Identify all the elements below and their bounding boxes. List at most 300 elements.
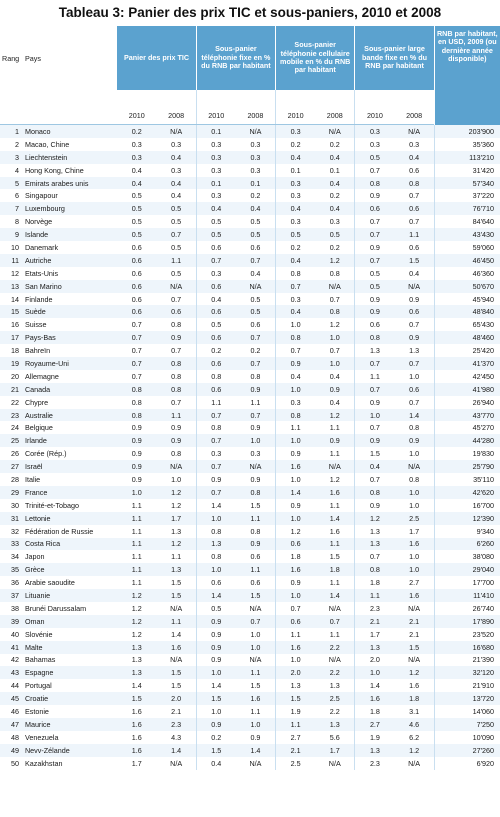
fixe-2010-cell: 0.3 [196,447,236,460]
fixe-2008-cell: 0.5 [236,228,276,241]
country-cell: Emirats arabes unis [23,177,117,190]
panier-2010-cell: 1.6 [117,744,157,757]
large-bande-2008-cell: 1.0 [395,447,435,460]
rank-cell: 2 [0,138,23,151]
rnb-cell: 35'360 [434,138,500,151]
rnb-cell: 25'420 [434,344,500,357]
mobile-2008-cell: 0.4 [315,202,355,215]
mobile-2010-cell: 0.3 [276,177,316,190]
panier-2010-cell: 1.1 [117,550,157,563]
large-bande-2008-cell: 0.6 [395,383,435,396]
fixe-2008-cell: 0.4 [236,267,276,280]
mobile-2008-cell: 2.2 [315,705,355,718]
rank-cell: 32 [0,525,23,538]
fixe-2008-cell: 0.3 [236,447,276,460]
large-bande-2010-cell: 0.9 [355,241,395,254]
country-cell: Nevv-Zélande [23,744,117,757]
table-row [0,499,500,512]
table-row [0,370,500,383]
mobile-2008-cell: 0.7 [315,344,355,357]
panier-2008-cell: 2.3 [157,718,197,731]
mobile-2010-cell: 1.0 [276,589,316,602]
fixe-2010-cell: 0.6 [196,357,236,370]
panier-2010-cell: 0.7 [117,344,157,357]
large-bande-2008-cell: N/A [395,654,435,667]
rnb-cell: 42'450 [434,370,500,383]
mobile-2010-cell: 1.0 [276,318,316,331]
large-bande-2010-cell: 1.3 [355,538,395,551]
panier-2010-cell: 1.1 [117,576,157,589]
panier-2010-cell: 1.7 [117,757,157,770]
large-bande-2010-cell: 0.8 [355,331,395,344]
fixe-2010-cell: 1.1 [196,396,236,409]
large-bande-2008-cell: 1.5 [395,254,435,267]
large-bande-2008-cell: N/A [395,280,435,293]
mobile-2010-cell: 0.5 [276,228,316,241]
large-bande-2010-cell: 1.3 [355,344,395,357]
mobile-2008-cell: 0.8 [315,267,355,280]
rnb-cell: 17'700 [434,576,500,589]
fixe-2010-cell: 0.1 [196,125,236,138]
rank-cell: 4 [0,164,23,177]
fixe-2008-cell: N/A [236,280,276,293]
fixe-2010-cell: 0.9 [196,473,236,486]
large-bande-2010-cell: 1.5 [355,447,395,460]
panier-2010-cell: 0.5 [117,215,157,228]
large-bande-2008-cell: 4.6 [395,718,435,731]
country-cell: Liechtenstein [23,151,117,164]
fixe-2010-cell: 0.6 [196,331,236,344]
panier-2008-cell: 0.7 [157,228,197,241]
rnb-cell: 203'900 [434,125,500,138]
panier-2010-cell: 1.2 [117,589,157,602]
fixe-2010-cell: 1.5 [196,692,236,705]
mobile-2010-cell: 0.6 [276,615,316,628]
rank-cell: 18 [0,344,23,357]
panier-2010-cell: 1.1 [117,525,157,538]
large-bande-2010-cell: 0.8 [355,177,395,190]
country-cell: Luxembourg [23,202,117,215]
panier-2010-cell: 0.8 [117,396,157,409]
panier-2010-cell: 0.4 [117,164,157,177]
mobile-2010-cell: 0.7 [276,602,316,615]
mobile-2008-cell: 2.5 [315,692,355,705]
rnb-cell: 23'520 [434,628,500,641]
panier-2008-cell: 0.8 [157,447,197,460]
large-bande-2008-cell: 1.1 [395,228,435,241]
large-bande-2010-cell: 0.7 [355,421,395,434]
panier-2010-cell: 0.3 [117,138,157,151]
large-bande-2010-cell: 1.3 [355,744,395,757]
country-cell: Costa Rica [23,538,117,551]
table-row [0,615,500,628]
panier-2008-cell: 1.2 [157,499,197,512]
table-row [0,357,500,370]
large-bande-2010-cell: 0.8 [355,563,395,576]
large-bande-2008-cell: 2.5 [395,512,435,525]
fixe-2010-cell: 0.8 [196,550,236,563]
mobile-2008-cell: 0.4 [315,370,355,383]
large-bande-2010-cell: 2.3 [355,602,395,615]
country-cell: Lituanie [23,589,117,602]
large-bande-2010-cell: 1.1 [355,589,395,602]
large-bande-2008-cell: 0.7 [395,396,435,409]
rnb-cell: 11'410 [434,589,500,602]
panier-2010-cell: 1.3 [117,666,157,679]
rnb-cell: 10'090 [434,731,500,744]
large-bande-2010-cell: 0.7 [355,215,395,228]
rnb-cell: 7'250 [434,718,500,731]
table-row [0,267,500,280]
mobile-2008-cell: 2.2 [315,666,355,679]
fixe-2008-cell: 0.5 [236,305,276,318]
year-header: 2010 [355,90,395,125]
rank-cell: 20 [0,370,23,383]
mobile-2010-cell: 1.6 [276,641,316,654]
header-rang: Rang [0,26,23,90]
large-bande-2010-cell: 0.7 [355,254,395,267]
rank-cell: 31 [0,512,23,525]
table-row [0,512,500,525]
country-cell: Oman [23,615,117,628]
mobile-2010-cell: 1.1 [276,628,316,641]
rank-cell: 33 [0,538,23,551]
panier-2008-cell: 1.6 [157,641,197,654]
fixe-2010-cell: 0.6 [196,576,236,589]
table-row [0,628,500,641]
panier-2008-cell: N/A [157,757,197,770]
country-cell: Islande [23,228,117,241]
mobile-2010-cell: 0.4 [276,370,316,383]
rank-cell: 41 [0,641,23,654]
country-cell: Pays-Bas [23,331,117,344]
mobile-2008-cell: 0.9 [315,434,355,447]
mobile-2010-cell: 1.9 [276,705,316,718]
rnb-cell: 29'040 [434,563,500,576]
mobile-2008-cell: 1.0 [315,357,355,370]
rnb-cell: 6'260 [434,538,500,551]
panier-2008-cell: 1.1 [157,550,197,563]
panier-2010-cell: 0.9 [117,447,157,460]
fixe-2008-cell: 1.1 [236,396,276,409]
table-row [0,189,500,202]
large-bande-2008-cell: 1.4 [395,409,435,422]
fixe-2010-cell: 0.3 [196,164,236,177]
rnb-cell: 16'700 [434,499,500,512]
mobile-2010-cell: 0.4 [276,254,316,267]
country-cell: Kazakhstan [23,757,117,770]
mobile-2008-cell: 1.1 [315,499,355,512]
large-bande-2008-cell: N/A [395,460,435,473]
table-row [0,641,500,654]
rnb-cell: 42'620 [434,486,500,499]
country-cell: Bahreïn [23,344,117,357]
large-bande-2010-cell: 0.9 [355,434,395,447]
large-bande-2008-cell: 1.8 [395,692,435,705]
fixe-2008-cell: 1.5 [236,679,276,692]
table-row [0,654,500,667]
panier-2008-cell: 0.8 [157,318,197,331]
country-cell: Trinité-et-Tobago [23,499,117,512]
fixe-2010-cell: 1.5 [196,744,236,757]
country-cell: Malte [23,641,117,654]
panier-2010-cell: 0.6 [117,293,157,306]
mobile-2008-cell: N/A [315,280,355,293]
large-bande-2010-cell: 0.4 [355,460,395,473]
large-bande-2008-cell: 0.6 [395,164,435,177]
fixe-2008-cell: N/A [236,602,276,615]
mobile-2008-cell: 0.2 [315,138,355,151]
rank-cell: 10 [0,241,23,254]
mobile-2008-cell: 1.4 [315,512,355,525]
large-bande-2010-cell: 0.9 [355,293,395,306]
panier-2008-cell: N/A [157,602,197,615]
large-bande-2008-cell: 1.7 [395,525,435,538]
country-cell: San Marino [23,280,117,293]
mobile-2008-cell: 1.3 [315,718,355,731]
fixe-2008-cell: 0.7 [236,615,276,628]
fixe-2010-cell: 1.0 [196,563,236,576]
fixe-2010-cell: 0.7 [196,254,236,267]
rnb-cell: 26'740 [434,602,500,615]
rnb-cell: 84'640 [434,215,500,228]
rank-cell: 21 [0,383,23,396]
country-cell: Japon [23,550,117,563]
panier-2008-cell: 0.8 [157,370,197,383]
panier-2008-cell: 0.3 [157,164,197,177]
fixe-2010-cell: 0.9 [196,718,236,731]
table-row [0,744,500,757]
country-cell: Autriche [23,254,117,267]
fixe-2010-cell: 0.6 [196,305,236,318]
fixe-2010-cell: 0.8 [196,525,236,538]
rnb-cell: 31'420 [434,164,500,177]
country-cell: France [23,486,117,499]
mobile-2010-cell: 0.1 [276,164,316,177]
rank-cell: 42 [0,654,23,667]
panier-2010-cell: 0.4 [117,177,157,190]
year-header: 2008 [157,90,197,125]
rank-cell: 49 [0,744,23,757]
large-bande-2010-cell: 1.2 [355,512,395,525]
large-bande-2008-cell: 1.0 [395,550,435,563]
rnb-cell: 14'060 [434,705,500,718]
country-cell: Italie [23,473,117,486]
mobile-2010-cell: 1.1 [276,718,316,731]
mobile-2010-cell: 1.0 [276,512,316,525]
panier-2008-cell: 0.4 [157,151,197,164]
panier-2010-cell: 0.7 [117,318,157,331]
mobile-2008-cell: 1.1 [315,576,355,589]
fixe-2010-cell: 0.7 [196,460,236,473]
table-row [0,460,500,473]
mobile-2008-cell: N/A [315,757,355,770]
panier-2008-cell: 4.3 [157,731,197,744]
large-bande-2008-cell: 6.2 [395,731,435,744]
country-cell: Allemagne [23,370,117,383]
table-row [0,576,500,589]
panier-2008-cell: N/A [157,280,197,293]
country-cell: Lettonie [23,512,117,525]
rank-cell: 11 [0,254,23,267]
fixe-2008-cell: 0.3 [236,164,276,177]
rank-cell: 14 [0,293,23,306]
fixe-2010-cell: 0.6 [196,241,236,254]
mobile-2010-cell: 0.2 [276,241,316,254]
rank-cell: 37 [0,589,23,602]
large-bande-2008-cell: 0.7 [395,215,435,228]
mobile-2010-cell: 0.4 [276,151,316,164]
panier-2008-cell: 0.7 [157,396,197,409]
panier-2010-cell: 1.3 [117,641,157,654]
table-row [0,215,500,228]
rnb-cell: 13'720 [434,692,500,705]
large-bande-2008-cell: 1.0 [395,499,435,512]
rank-cell: 17 [0,331,23,344]
rnb-cell: 41'370 [434,357,500,370]
large-bande-2008-cell: 1.3 [395,344,435,357]
fixe-2010-cell: 0.4 [196,293,236,306]
mobile-2010-cell: 1.5 [276,692,316,705]
table-row [0,589,500,602]
year-header: 2008 [315,90,355,125]
panier-2010-cell: 0.9 [117,421,157,434]
large-bande-2010-cell: 0.7 [355,383,395,396]
table-row [0,692,500,705]
mobile-2010-cell: 0.3 [276,293,316,306]
country-cell: Brunéi Darussalam [23,602,117,615]
mobile-2008-cell: 0.5 [315,228,355,241]
panier-2008-cell: N/A [157,654,197,667]
fixe-2010-cell: 0.3 [196,189,236,202]
mobile-2010-cell: 0.9 [276,499,316,512]
fixe-2008-cell: 0.7 [236,254,276,267]
mobile-2008-cell: 0.7 [315,293,355,306]
country-cell: Etats-Unis [23,267,117,280]
mobile-2008-cell: 1.6 [315,486,355,499]
rank-cell: 27 [0,460,23,473]
rank-cell: 39 [0,615,23,628]
large-bande-2010-cell: 0.3 [355,138,395,151]
country-cell: Singapour [23,189,117,202]
large-bande-2010-cell: 0.7 [355,550,395,563]
table-row [0,563,500,576]
large-bande-2010-cell: 1.6 [355,692,395,705]
rnb-cell: 16'680 [434,641,500,654]
panier-2010-cell: 0.9 [117,434,157,447]
fixe-2008-cell: 1.5 [236,589,276,602]
fixe-2008-cell: 1.6 [236,692,276,705]
panier-2010-cell: 0.5 [117,189,157,202]
table-row [0,383,500,396]
large-bande-2010-cell: 2.7 [355,718,395,731]
country-cell: Royaume-Uni [23,357,117,370]
fixe-2008-cell: 0.3 [236,138,276,151]
large-bande-2010-cell: 0.7 [355,473,395,486]
header-rnb: RNB par habitant, en USD, 2009 (ou dernière année disponible) [434,26,500,125]
table-row [0,164,500,177]
rank-cell: 24 [0,421,23,434]
mobile-2008-cell: 1.8 [315,563,355,576]
mobile-2010-cell: 0.4 [276,305,316,318]
country-cell: Grèce [23,563,117,576]
fixe-2008-cell: 0.7 [236,331,276,344]
fixe-2008-cell: 1.0 [236,718,276,731]
panier-2008-cell: 1.5 [157,679,197,692]
fixe-2008-cell: 0.9 [236,538,276,551]
rank-cell: 16 [0,318,23,331]
panier-2010-cell: 0.6 [117,305,157,318]
rank-cell: 44 [0,679,23,692]
large-bande-2008-cell: 1.6 [395,679,435,692]
mobile-2008-cell: 1.2 [315,254,355,267]
panier-2008-cell: 0.7 [157,344,197,357]
fixe-2008-cell: N/A [236,654,276,667]
mobile-2008-cell: N/A [315,602,355,615]
rank-cell: 35 [0,563,23,576]
large-bande-2010-cell: 0.8 [355,486,395,499]
mobile-2008-cell: 1.0 [315,331,355,344]
panier-2010-cell: 1.5 [117,692,157,705]
large-bande-2008-cell: 3.1 [395,705,435,718]
table-row [0,538,500,551]
large-bande-2010-cell: 0.9 [355,499,395,512]
mobile-2010-cell: 0.4 [276,202,316,215]
fixe-2010-cell: 1.4 [196,499,236,512]
fixe-2010-cell: 0.5 [196,228,236,241]
fixe-2010-cell: 0.9 [196,641,236,654]
rank-cell: 29 [0,486,23,499]
mobile-2010-cell: 0.8 [276,267,316,280]
fixe-2008-cell: 1.1 [236,666,276,679]
rnb-cell: 37'220 [434,189,500,202]
table-row [0,202,500,215]
fixe-2010-cell: 0.8 [196,370,236,383]
rnb-cell: 45'270 [434,421,500,434]
rnb-cell: 12'390 [434,512,500,525]
fixe-2008-cell: 0.9 [236,731,276,744]
table-row [0,344,500,357]
year-header: 2010 [196,90,236,125]
fixe-2008-cell: 0.6 [236,576,276,589]
large-bande-2008-cell: 2.1 [395,615,435,628]
large-bande-2008-cell: 1.2 [395,666,435,679]
mobile-2008-cell: N/A [315,460,355,473]
mobile-2008-cell: 1.1 [315,628,355,641]
country-cell: Espagne [23,666,117,679]
large-bande-2008-cell: 0.8 [395,473,435,486]
panier-2008-cell: 1.2 [157,486,197,499]
panier-2010-cell: 0.7 [117,370,157,383]
fixe-2008-cell: 0.9 [236,383,276,396]
panier-2010-cell: 0.6 [117,254,157,267]
large-bande-2010-cell: 2.3 [355,757,395,770]
country-cell: Estonie [23,705,117,718]
panier-2008-cell: 0.5 [157,215,197,228]
large-bande-2010-cell: 2.1 [355,615,395,628]
panier-2008-cell: 0.6 [157,305,197,318]
large-bande-2008-cell: 0.4 [395,267,435,280]
table-row [0,228,500,241]
fixe-2008-cell: 1.0 [236,434,276,447]
header-fixe: Sous-panier téléphonie fixe en % du RNB par habitant [196,26,275,90]
panier-2008-cell: 0.9 [157,421,197,434]
mobile-2010-cell: 1.6 [276,460,316,473]
large-bande-2010-cell: 0.9 [355,189,395,202]
country-cell: Maurice [23,718,117,731]
panier-2010-cell: 1.2 [117,615,157,628]
large-bande-2008-cell: 0.6 [395,305,435,318]
